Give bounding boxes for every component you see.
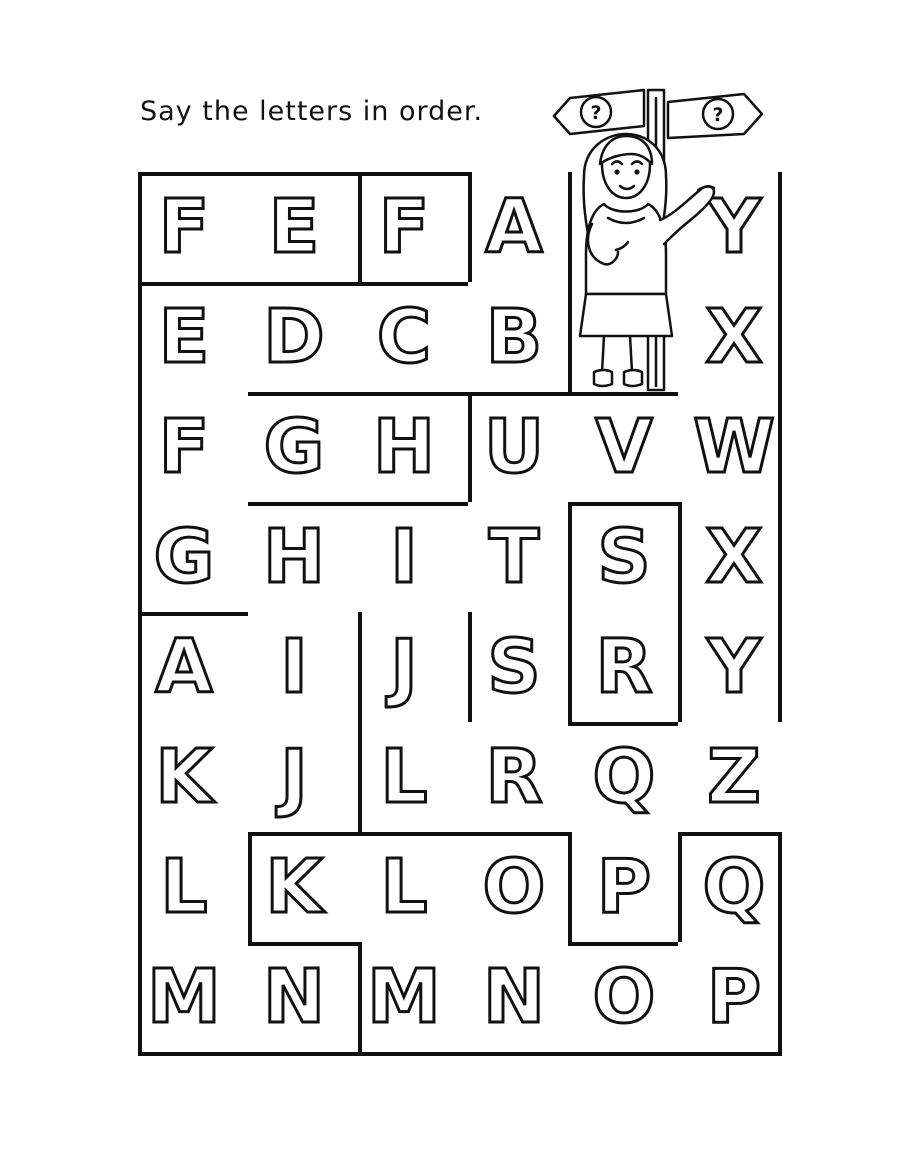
maze-letter: S	[597, 514, 651, 600]
maze-letter: U	[483, 404, 545, 490]
maze-letter: C	[376, 294, 432, 380]
maze-letter: D	[263, 294, 325, 380]
maze-letter: G	[263, 404, 325, 490]
maze-letter: Q	[702, 844, 766, 930]
maze-cell[interactable]	[468, 942, 560, 1052]
maze-letter: I	[280, 624, 308, 710]
maze-letter: O	[592, 954, 656, 1040]
maze-letter: X	[705, 294, 763, 380]
maze-cell[interactable]	[358, 942, 450, 1052]
maze-wall	[568, 502, 678, 506]
maze-letter: A	[155, 624, 213, 710]
maze-cell[interactable]	[578, 392, 670, 502]
maze-cell[interactable]	[138, 502, 230, 612]
maze-letter: L	[160, 844, 208, 930]
maze-cell[interactable]	[468, 172, 560, 282]
maze-letter: T	[488, 514, 540, 600]
maze-letter: F	[158, 404, 210, 490]
maze-cell[interactable]	[248, 282, 340, 392]
maze-cell[interactable]	[578, 942, 670, 1052]
maze-cell[interactable]	[468, 392, 560, 502]
maze-letter: J	[280, 734, 308, 820]
maze-letter: G	[153, 514, 215, 600]
maze-letter: S	[487, 624, 541, 710]
maze-cell[interactable]	[248, 612, 340, 722]
maze-cell[interactable]	[248, 722, 340, 832]
maze-cell[interactable]	[688, 722, 780, 832]
maze-wall	[568, 832, 572, 942]
maze-cell[interactable]	[688, 942, 780, 1052]
maze-wall	[468, 172, 472, 282]
maze-cell[interactable]	[578, 722, 670, 832]
maze-cell[interactable]	[138, 172, 230, 282]
maze-cell[interactable]	[578, 832, 670, 942]
maze-wall	[678, 832, 682, 942]
maze-letter: M	[367, 954, 441, 1040]
maze-wall	[468, 392, 472, 502]
maze-cell[interactable]	[138, 612, 230, 722]
maze-cell[interactable]	[248, 832, 340, 942]
maze-letter: Y	[707, 184, 761, 270]
maze-cell[interactable]	[138, 832, 230, 942]
maze-cell[interactable]	[248, 172, 340, 282]
maze-cell[interactable]	[688, 612, 780, 722]
maze-letter: L	[380, 734, 428, 820]
page-title: Say the letters in order.	[140, 96, 484, 127]
maze-letter: W	[693, 404, 775, 490]
maze-cell[interactable]	[248, 942, 340, 1052]
maze-cell[interactable]	[358, 832, 450, 942]
maze-letter: P	[596, 844, 652, 930]
maze-wall	[678, 832, 782, 836]
maze-letter: K	[265, 844, 323, 930]
maze-wall	[568, 502, 572, 722]
maze-cell[interactable]	[358, 172, 450, 282]
maze-wall	[358, 942, 362, 1052]
maze-cell[interactable]	[688, 832, 780, 942]
maze-cell[interactable]	[138, 722, 230, 832]
maze-cell[interactable]	[358, 392, 450, 502]
maze-wall	[248, 832, 252, 942]
girl-with-signpost-illustration	[548, 68, 788, 398]
maze-wall	[138, 282, 358, 286]
maze-letter: F	[378, 184, 430, 270]
maze-wall	[358, 612, 362, 832]
maze-cell[interactable]	[468, 612, 560, 722]
maze-cell[interactable]	[358, 282, 450, 392]
maze-letter: E	[268, 184, 320, 270]
maze-letter: E	[158, 294, 210, 380]
maze-cell[interactable]	[578, 502, 670, 612]
maze-letter: O	[482, 844, 546, 930]
maze-letter: J	[390, 624, 418, 710]
maze-letter: B	[485, 294, 543, 380]
maze-cell[interactable]	[358, 722, 450, 832]
maze-letter: L	[380, 844, 428, 930]
maze-wall	[778, 832, 782, 1056]
maze-wall	[358, 832, 568, 836]
maze-wall	[358, 282, 468, 286]
maze-letter: Q	[592, 734, 656, 820]
maze-letter: F	[158, 184, 210, 270]
maze-wall	[678, 502, 682, 722]
maze-cell[interactable]	[468, 502, 560, 612]
maze-wall	[468, 612, 472, 722]
maze-cell[interactable]	[358, 612, 450, 722]
maze-letter: V	[595, 404, 653, 490]
maze-cell[interactable]	[578, 612, 670, 722]
maze-letter: R	[485, 734, 543, 820]
maze-wall	[138, 172, 468, 176]
maze-cell[interactable]	[138, 392, 230, 502]
maze-letter: N	[483, 954, 545, 1040]
maze-wall	[138, 1052, 782, 1056]
maze-cell[interactable]	[138, 942, 230, 1052]
maze-wall	[248, 832, 358, 836]
maze-letter: H	[373, 404, 435, 490]
sign-right-label: ?	[712, 104, 724, 126]
maze-letter: Y	[707, 624, 761, 710]
maze-letter: H	[263, 514, 325, 600]
maze-cell[interactable]	[688, 392, 780, 502]
maze-cell[interactable]	[248, 392, 340, 502]
maze-wall	[138, 612, 248, 616]
maze-wall	[248, 392, 568, 396]
maze-letter: X	[705, 514, 763, 600]
maze-wall	[568, 942, 678, 946]
maze-wall	[358, 172, 362, 282]
maze-letter: R	[595, 624, 653, 710]
maze-cell[interactable]	[688, 502, 780, 612]
maze-wall	[568, 722, 678, 726]
maze-cell[interactable]	[358, 502, 450, 612]
maze-letter: Z	[707, 734, 761, 820]
maze-letter: P	[706, 954, 762, 1040]
maze-letter: A	[485, 184, 543, 270]
sign-left-label: ?	[590, 102, 602, 124]
maze-letter: I	[390, 514, 418, 600]
maze-cell[interactable]	[248, 502, 340, 612]
maze-letter: N	[263, 954, 325, 1040]
maze-cell[interactable]	[468, 832, 560, 942]
maze-wall	[248, 942, 358, 946]
maze-letter: M	[147, 954, 221, 1040]
maze-cell[interactable]	[468, 282, 560, 392]
maze-cell[interactable]	[138, 282, 230, 392]
maze-cell[interactable]	[468, 722, 560, 832]
maze-wall	[248, 502, 468, 506]
maze-letter: K	[155, 734, 213, 820]
